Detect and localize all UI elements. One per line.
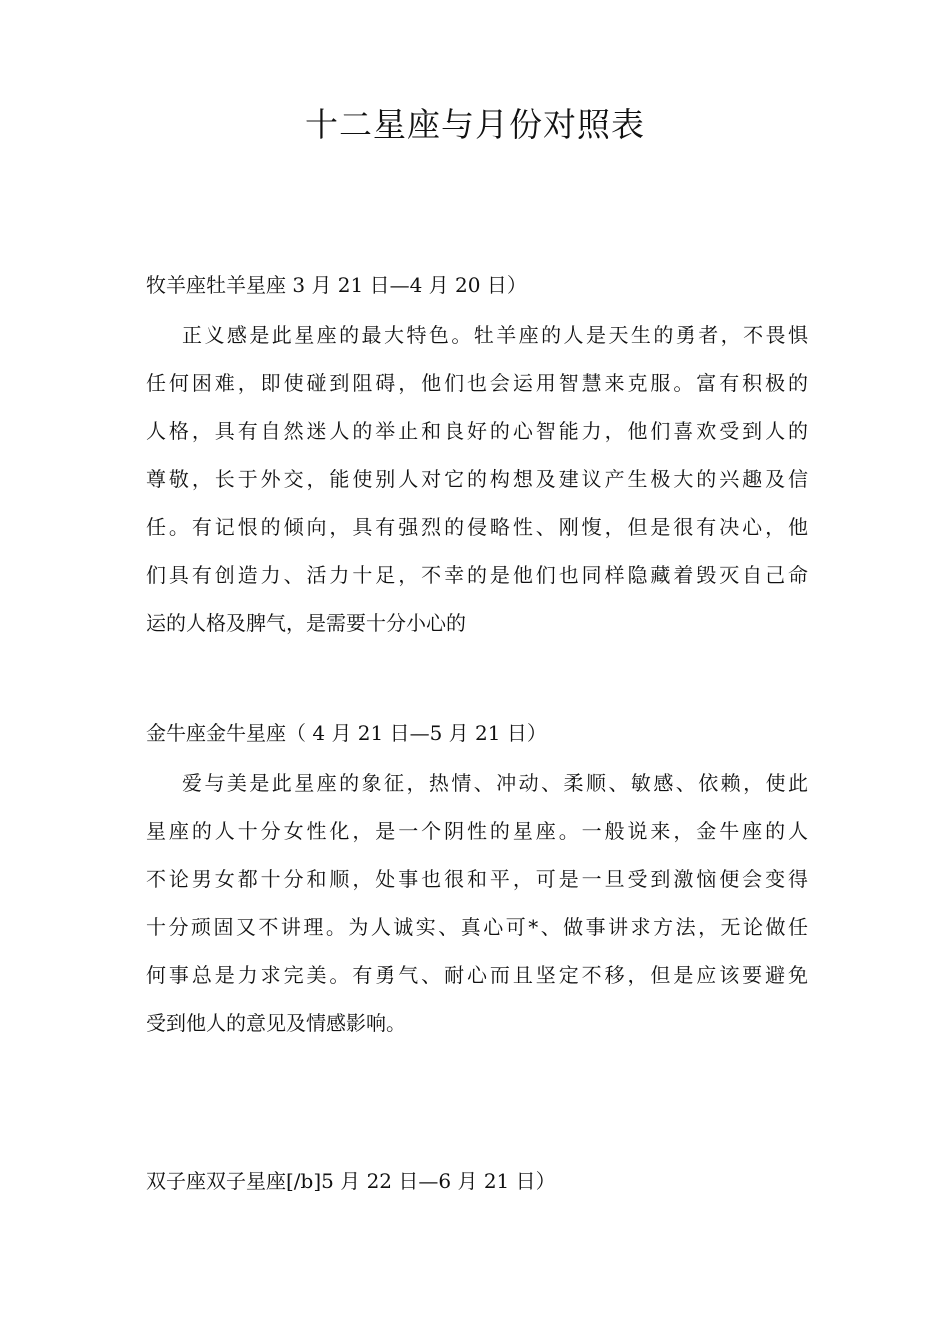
paragraph-line: 受到他人的意见及情感影响。 <box>146 1011 406 1035</box>
section-heading-gemini: 双子座双子星座[/b]5 月 22 日—6 月 21 日） <box>146 1169 556 1193</box>
paragraph-line: 爱与美是此星座的象征，热情、冲动、柔顺、敏感、依赖，使此 <box>182 771 808 795</box>
paragraph-line: 任何困难，即使碰到阻碍，他们也会运用智慧来克服。富有积极的 <box>146 371 808 395</box>
paragraph-line: 运的人格及脾气，是需要十分小心的 <box>146 611 466 635</box>
paragraph-line: 何事总是力求完美。有勇气、耐心而且坚定不移，但是应该要避免 <box>146 963 808 987</box>
paragraph-line: 星座的人十分女性化，是一个阴性的星座。一般说来，金牛座的人 <box>146 819 808 843</box>
paragraph-line: 们具有创造力、活力十足，不幸的是他们也同样隐藏着毁灭自己命 <box>146 563 808 587</box>
section-paragraph-taurus <box>146 759 808 1047</box>
paragraph-line: 十分顽固又不讲理。为人诚实、真心可*、做事讲求方法，无论做任 <box>146 915 808 939</box>
paragraph-line: 人格，具有自然迷人的举止和良好的心智能力，他们喜欢受到人的 <box>146 419 808 443</box>
section-paragraph-aries <box>146 311 808 647</box>
paragraph-line: 正义感是此星座的最大特色。牡羊座的人是天生的勇者，不畏惧 <box>182 323 808 347</box>
paragraph-line: 尊敬，长于外交，能使别人对它的构想及建议产生极大的兴趣及信 <box>146 467 808 491</box>
paragraph-line: 任。有记恨的倾向，具有强烈的侵略性、刚愎，但是很有决心，他 <box>146 515 808 539</box>
section-heading-taurus: 金牛座金牛星座（ 4 月 21 日—5 月 21 日） <box>146 721 547 745</box>
document-title: 十二星座与月份对照表 <box>305 105 645 144</box>
section-heading-aries: 牧羊座牡羊星座 3 月 21 日—4 月 20 日） <box>146 273 527 297</box>
paragraph-line: 不论男女都十分和顺，处事也很和平，可是一旦受到激恼便会变得 <box>146 867 808 891</box>
